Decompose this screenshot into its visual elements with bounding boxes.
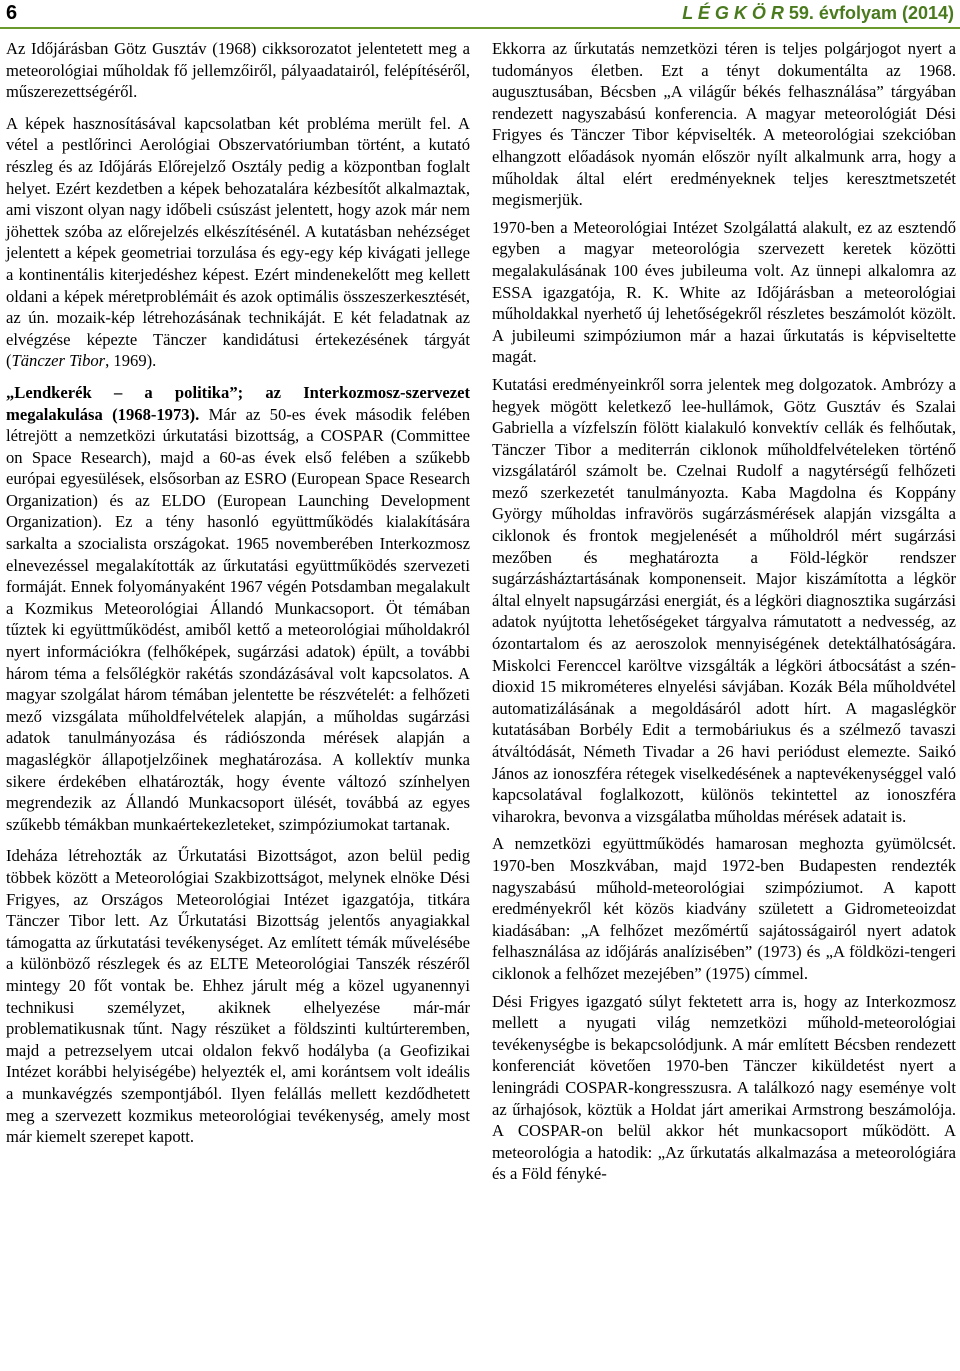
section-heading: „Lendkerék – a politika”; az Interkozmosz-szervezet megalakulása (1968-1973). <box>6 382 470 424</box>
paragraph: A nemzetközi együttműködés hamarosan meghozta gyümölcsét. 1970-ben Moszkvában, majd 1972-ben Budapesten rendezték nagyszabású műhold-meteorológiai szimpóziumot. A kapott eredményekről két közös kiadvány született a Gidrometeoizdat kiadásában: „A felhőzet mezőmértű sajátosságairól nyert adatok felhasználása az időjárás analízisében” (1973) és „A földközi-tengeri ciklonok a felhőzet mezejében” (1975) címmel. <box>492 834 956 983</box>
paragraph: Kutatási eredményeinkről sorra jelentek meg dolgozatok. Ambrózy a hegyek mögött keletkező lee-hullámok, Götz Gusztáv és Szalai Gabriella a vízfelszín fölött kialakuló konvektív cellák és felhőutak, Tänczer Tibor a mediterrán ciklonok műholdfelvételeken történő vizsgálatáról számolt be. Czelnai Rudolf a nagytérségű felhőzeti mező szerkezetét tanulmányozta. Kaba Magdolna és Koppány György műholdas infravörös sugárzásmérések alapján vizsgálta a ciklonok és frontok megjelenését a műholdról mért sugárzási mezőben és meghatározta a Föld-légkör rendszer sugárzásháztartásának komponenseit. Major kiszámította a légkör által elnyelt napsugárzási energiát, és a légköri diagnosztika sugárzási adatok nyújtotta lehetőségeket tárgyalva rámutatott a nedvesség, az ózontartalom és az aeroszolok mennyiségének detektálhatóságára. Miskolci Ferenccel karöltve vizsgálták a légköri átbocsátást a szén-dioxid 15 mikrométeres elnyelési sávjában. Kozák Béla műholdvétel automatizálásának a megoldásáról adott hírt. A magaslégkör kutatásában Borbély Edit a termobáriukus és a szélmező tavaszi átváltódását, Németh Tivadar a 26 havi periódust elemezte. Saikó János az ionoszféra rétegek viselkedésének a naptevékenységgel való kapcsolatával foglalkozott, különös tekintettel az ionoszféra viharokra, bevonva a vizsgálatba műholdas mérések adatait is. <box>492 374 956 826</box>
header-rule <box>0 27 960 29</box>
paragraph: Ekkorra az űrkutatás nemzetközi téren is teljes polgárjogot nyert a tudományos életben. Ezt a tényt dokumentálta az 1968. augusztusában, Bécsben „A világűr békés felhasználása” tárgyában rendezett nagyszabású konferencia. A magyar meteorológiát Dési Frigyes és Tänczer Tibor képviselték. A meteorológiai szekcióban elhangzott előadások nyomán először nyílt alkalmunk arra, hogy a műholdak által elért eredményeknek teljes keresztmetszetét megismerjük. <box>492 39 956 210</box>
right-column <box>492 38 956 1185</box>
page-number: 6 <box>6 2 18 24</box>
paragraph: Ideháza létrehozták az Űrkutatási Bizottságot, azon belül pedig többek között a Meteorológiai Szakbizottságot, melynek elnöke Dési Frigyes, az Országos Meteorológiai Intézet igazgatója, titkára Tänczer Tibor lett. Az Űrkutatási Bizottság jelentős anyagiakkal támogatta az űrkutatási tevékenységet. Az említett témák művelésébe a különböző részlegek és az ELTE Meteorológiai Tanszék részéről mintegy 20 főt vontak be. Ehhez járult még a közel ugyanennyi technikusi személyzet, akiknek elhelyezése már-már problematikusnak tűnt. Nagy részüket a földszinti kultúrteremben, majd a petrezselyem utcai oldalon fekvő hodályba (a Geofizikai Intézet korábbi helyiségébe) helyezték el, ami korántsem volt ideális a munkavégzés szempontjából. Ilyen felállás mellett kezdődhetett meg a szervezett kozmikus meteorológiai tevékenység, amely most már kiemelt szerepet kapott. <box>6 846 470 1147</box>
paragraph <box>6 382 470 835</box>
journal-title: L É G K Ö R <box>682 3 784 23</box>
paragraph: 1970-ben a Meteorológiai Intézet Szolgálattá alakult, ez az esztendő egyben a magyar meteorológia szervezett keretek közötti megalakulásának 100 éves jubileuma volt. Az ünnepi alkalomra az ESSA igazgatója, R. K. White az Időjárásban a meteorológiai műholdakkal nyerhető új lehetőségekről részletes beszámolót közölt. A jubileumi szimpóziumon már a hazai űrkutatás is képviseltette magát. <box>492 217 956 367</box>
paragraph: Az Időjárásban Götz Gusztáv (1968) cikksorozatot jelentetett meg a meteorológiai műholdak fő jellemzőiről, pályaadatairól, felépítéséről, műszerezettségéről. <box>6 39 470 102</box>
paragraph-text: A képek hasznosításával kapcsolatban két probléma merült fel. A vétel a pestlőrinci Aerológiai Obszervatóriumban történt, a kutató részleg és az Időjárás Előrejelző Osztály pedig a központban foglalt helyet. Ezért kezdetben a képek behozatalára kézbesítőt alkalmaztak, ami viszont olyan nagy időbeli csúszást jelentett, hogy azok már nem jöhettek szóba az előrejelzés elkészítésénél. A kutatásban nehézséget jelentett a képek geometriai torzulása és egy-egy kép kivágati jellege a kontinentális kiterjedéshez képest. Ezért mindenekelőtt meg kellett oldani a képek méretproblémáit és azok optimális összeszerkesztését, az ún. mozaik-kép létrehozásának technikáját. E két feladatnak az elvégzése képezte Tänczer kandidátusi értekezésének tárgyát ( <box>6 113 470 371</box>
paragraph: Dési Frigyes igazgató súlyt fektetett arra is, hogy az Interkozmosz mellett a nyugati világ nemzetközi műhold-meteorológiai tevékenységbe is bekapcsolódjunk. A már említett Bécsben rendezett konferenciát követően 1970-ben Tänczer kiküldetést nyert a leningrádi COSPAR-kongresszusra. A találkozó nagy eseménye volt az űrhajósok, köztük a Holdat járt amerikai Armstrong beszámolója. A COSPAR-on belül akkor hét munkacsoport működött. A meteorológia a hatodik: „Az űrkutatás alkalmazása a meteorológiára és a Föld fényké- <box>492 991 956 1184</box>
paragraph <box>6 113 470 372</box>
page-header <box>0 0 960 30</box>
citation-author: Tänczer Tibor <box>11 351 106 371</box>
citation-year: , 1969). <box>105 351 157 371</box>
journal-masthead <box>682 3 954 24</box>
left-column <box>6 38 470 1148</box>
paragraph-text: Már az 50-es évek második felében létrejött a nemzetközi úrkutatási bizottság, a COSPAR (Committee on Space Research), majd a 60-as évek első felében a szűkebb európai egyesülések, elsősorban az ESRO (European Space Research Organization) és az ELDO (European Launching Development Organization). Ez a tény hasonló együttműködés kialakítására sarkalta a szocialista országokat. 1965 novemberében Interkozmosz elnevezéssel megalakították az űrkutatási együttműködés szervezeti formáját. Ennek folyományaként 1967 végén Potsdamban megalakult a Kozmikus Meteorológiai Állandó Munkacsoport. Öt témában tűztek ki együttműködést, amiből kettő a meteorológiai műholdakról nyert információkra (felhőképek, sugárzási adatok) épült, a további három téma a felsőlégkör rakétás szondázásával volt kapcsolatos. A magyar szolgálat három témában jelentette be részvételét: a felhőzeti mező vizsgálata műholdfelvételek alapján, a műholdas sugárzási adatok tanulmányozása és rádiószonda mérések alapján a magaslégkör állapotjelzőinek meghatározása. A kollektív munka sikere érdekében elhatározták, hogy évente változó színhelyen megrendezik az Állandó Munkacsoport ülését, továbbá az egyes szűkebb témákban munkaértekezleteket, szimpóziumokat tartanak. <box>6 404 470 834</box>
volume-info: 59. évfolyam (2014) <box>788 3 954 23</box>
